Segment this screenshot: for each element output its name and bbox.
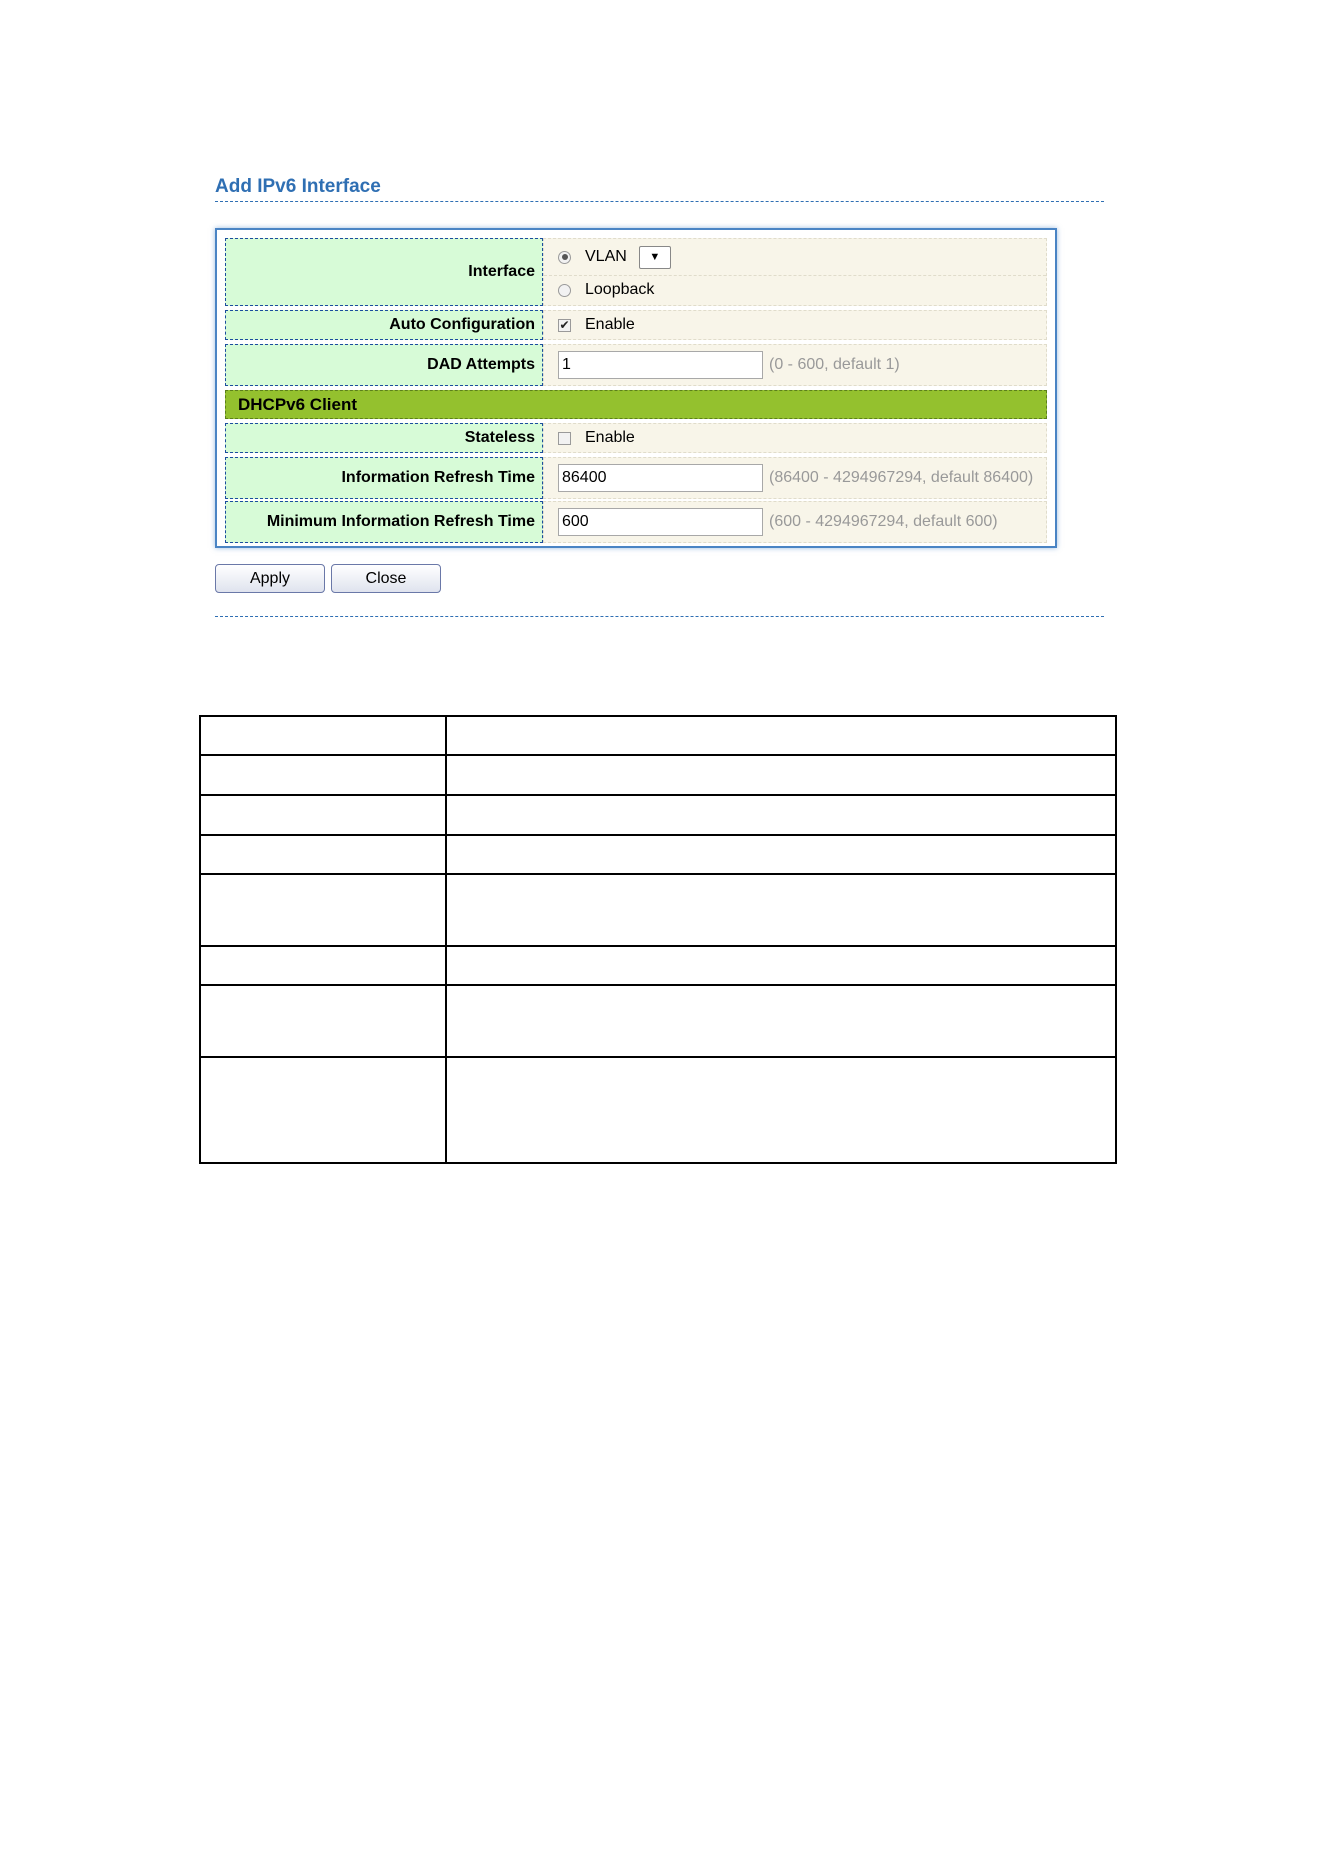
- auto-configuration-checkbox[interactable]: [558, 319, 571, 332]
- table-cell: [446, 874, 1116, 946]
- vlan-dropdown[interactable]: [639, 246, 671, 269]
- vlan-radio-label: VLAN: [585, 248, 627, 265]
- table-cell: [446, 795, 1116, 835]
- title-divider: [215, 201, 1104, 202]
- stateless-value-cell: [543, 423, 1047, 453]
- dhcpv6-client-section-header: DHCPv6 Client: [225, 390, 1047, 419]
- table-cell: [200, 835, 446, 874]
- stateless-label: Stateless: [225, 423, 543, 453]
- table-row: [200, 795, 1116, 835]
- loopback-radio-label: Loopback: [585, 281, 655, 298]
- auto-configuration-value-cell: [543, 310, 1047, 340]
- dad-attempts-input[interactable]: [558, 351, 763, 379]
- table-cell: [200, 1057, 446, 1163]
- table-cell: [200, 874, 446, 946]
- information-refresh-time-label: Information Refresh Time: [225, 457, 543, 499]
- table-cell: [446, 985, 1116, 1057]
- table-cell: [446, 946, 1116, 985]
- information-refresh-time-hint: (86400 - 4294967294, default 86400): [769, 469, 1034, 486]
- loopback-radio[interactable]: [558, 284, 571, 297]
- table-cell: [446, 716, 1116, 755]
- interface-row: [225, 238, 1047, 306]
- table-cell: [446, 755, 1116, 795]
- minimum-information-refresh-time-row: [225, 501, 1047, 543]
- dad-attempts-label: DAD Attempts: [225, 344, 543, 386]
- stateless-checkbox[interactable]: [558, 432, 571, 445]
- auto-configuration-label: Auto Configuration: [225, 310, 543, 340]
- page-title: Add IPv6 Interface: [215, 176, 381, 197]
- minimum-information-refresh-time-input[interactable]: [558, 508, 763, 536]
- table-cell: [200, 755, 446, 795]
- table-row: [200, 835, 1116, 874]
- minimum-information-refresh-time-hint: (600 - 4294967294, default 600): [769, 513, 998, 530]
- radio-selected-dot: [562, 254, 568, 260]
- interface-value-cell: [543, 238, 1047, 306]
- table-row: [200, 946, 1116, 985]
- table-cell: [446, 835, 1116, 874]
- apply-button[interactable]: Apply: [215, 564, 325, 593]
- information-refresh-time-input[interactable]: [558, 464, 763, 492]
- close-button[interactable]: Close: [331, 564, 441, 593]
- bottom-divider: [215, 616, 1104, 617]
- stateless-enable-label: Enable: [585, 429, 635, 446]
- dad-attempts-hint: (0 - 600, default 1): [769, 356, 900, 373]
- table-row: [200, 1057, 1116, 1163]
- vlan-radio[interactable]: [558, 251, 571, 264]
- table-cell: [200, 795, 446, 835]
- interface-label: Interface: [225, 238, 543, 306]
- table-row: [200, 716, 1116, 755]
- table-cell: [200, 946, 446, 985]
- minimum-information-refresh-time-value-cell: [543, 501, 1047, 543]
- table-cell: [200, 985, 446, 1057]
- table-cell: [200, 716, 446, 755]
- checkmark-icon: ✔: [559, 318, 570, 332]
- auto-configuration-row: [225, 310, 1047, 340]
- table-row: [200, 874, 1116, 946]
- information-refresh-time-value-cell: [543, 457, 1047, 499]
- dad-attempts-row: [225, 344, 1047, 386]
- dropdown-arrow-icon: ▼: [649, 251, 661, 263]
- interface-loopback-option[interactable]: [544, 275, 1046, 305]
- table-row: [200, 985, 1116, 1057]
- table-cell: [446, 1057, 1116, 1163]
- auto-configuration-enable-label: Enable: [585, 316, 635, 333]
- dad-attempts-value-cell: [543, 344, 1047, 386]
- ipv6-interface-form: [215, 228, 1057, 548]
- stateless-row: [225, 423, 1047, 453]
- table-row: [200, 755, 1116, 795]
- description-table: [199, 715, 1117, 1164]
- interface-vlan-option[interactable]: [544, 239, 1046, 276]
- minimum-information-refresh-time-label: Minimum Information Refresh Time: [225, 501, 543, 543]
- information-refresh-time-row: [225, 457, 1047, 499]
